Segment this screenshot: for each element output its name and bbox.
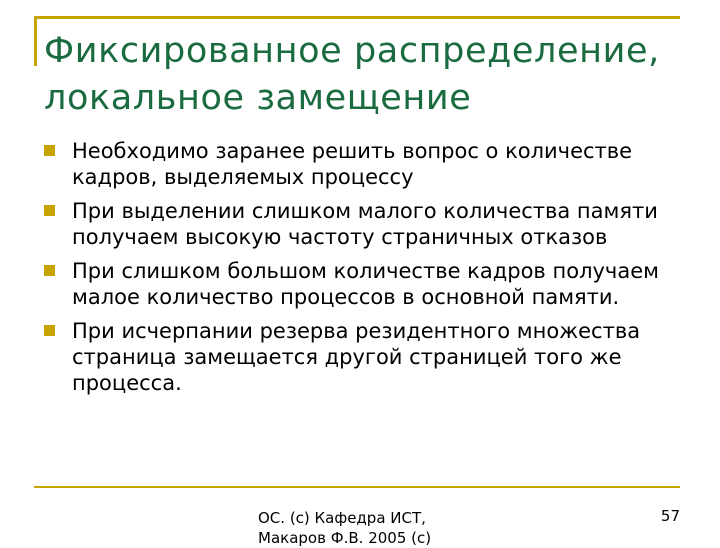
bullet-item [44,258,664,310]
bullet-item [44,198,664,250]
bullet-item [44,138,664,190]
side-rule [34,16,37,66]
bullet-list [44,138,664,404]
slide-title: Фиксированное распределение, локальное замещение [44,31,660,118]
page-number: 57 [660,507,680,525]
bullet-item [44,318,664,396]
square-bullet-icon [44,325,55,336]
bullet-text: Необходимо заранее решить вопрос о количестве кадров, выделяемых процессу [72,139,633,189]
bullet-text: При слишком большом количестве кадров получаем малое количество процессов в основной памяти. [72,259,659,309]
bullet-text: При исчерпании резерва резидентного множества страница замещается другой страницей того же процесса. [72,319,641,395]
square-bullet-icon [44,205,55,216]
top-rule [34,16,680,19]
slide-footer: ОС. (с) Кафедра ИСТ, Макаров Ф.В. 2005 (с) [258,509,432,547]
bullet-text: При выделении слишком малого количества памяти получаем высокую частоту страничных отказов [72,199,658,249]
square-bullet-icon [44,145,55,156]
square-bullet-icon [44,265,55,276]
bottom-rule [34,486,680,488]
